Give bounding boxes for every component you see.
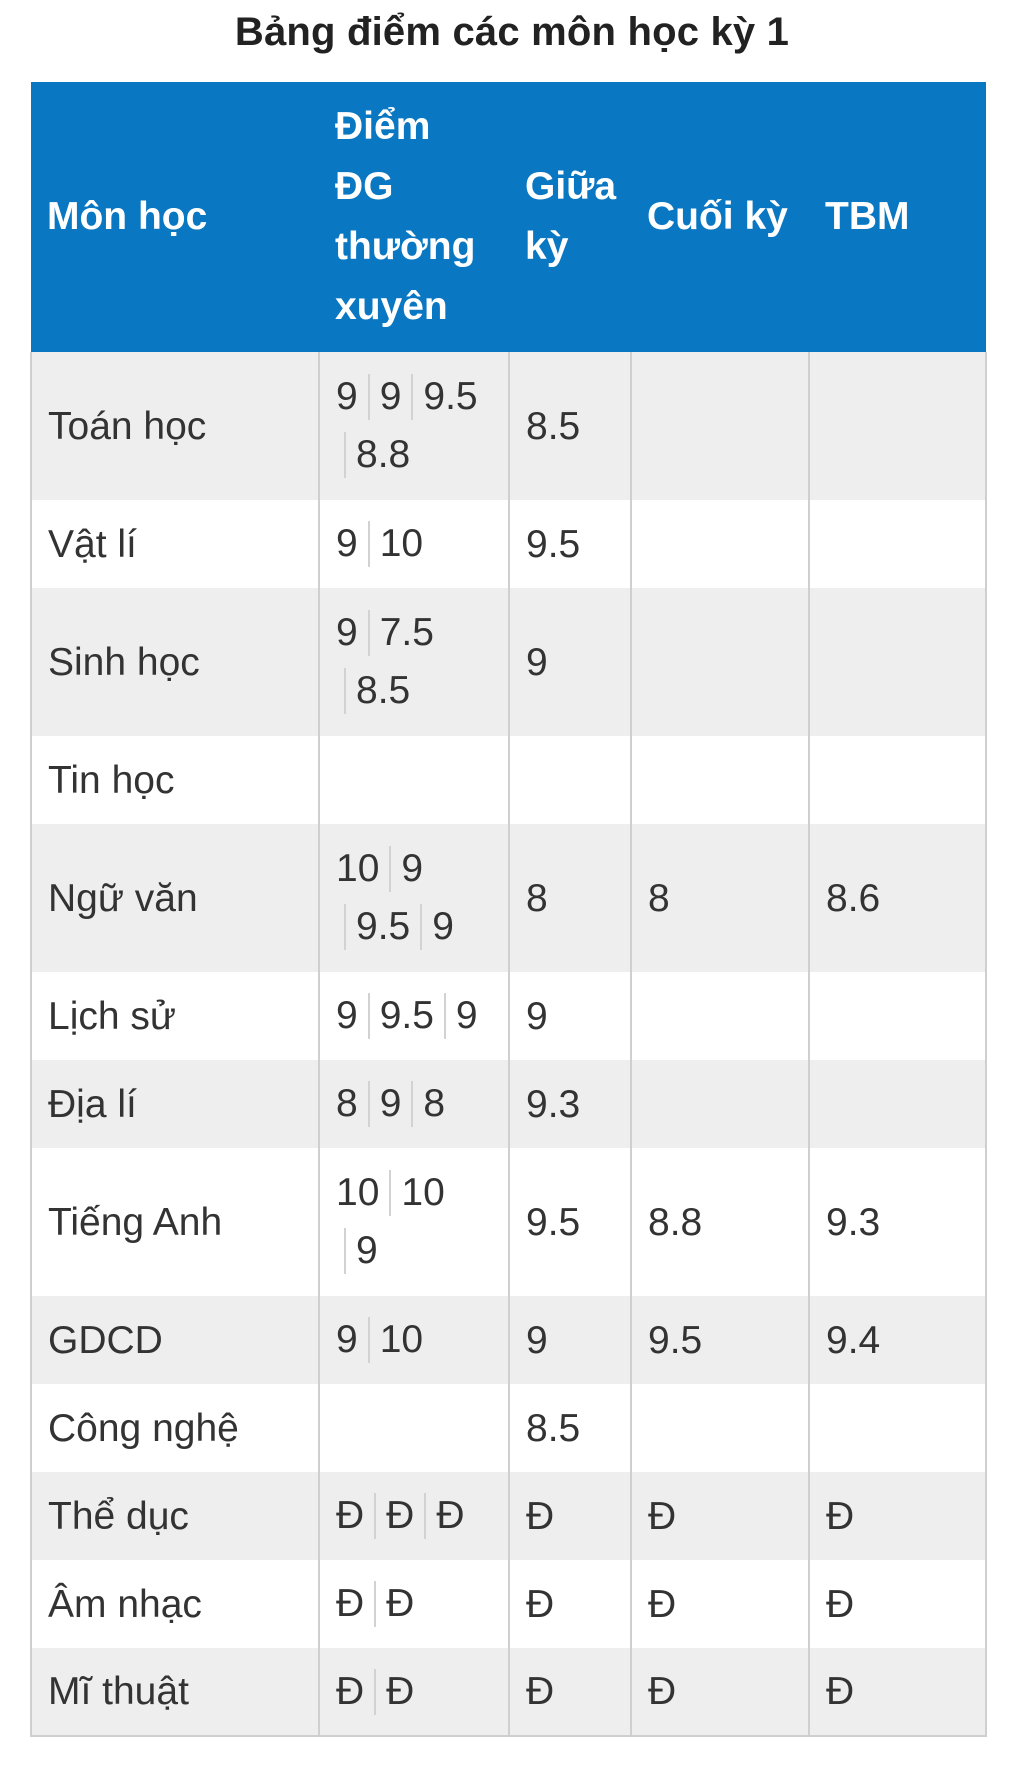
regular-scores-list bbox=[336, 987, 492, 1045]
final-score-cell: Đ bbox=[631, 1648, 809, 1736]
midterm-score-cell: 9 bbox=[509, 972, 631, 1060]
header-average: TBM bbox=[825, 195, 910, 238]
midterm-score-cell: 9.5 bbox=[509, 1148, 631, 1296]
subject-cell: Sinh học bbox=[31, 588, 319, 736]
subject-cell: Công nghệ bbox=[31, 1384, 319, 1472]
subject-cell: GDCD bbox=[31, 1296, 319, 1384]
subject-cell: Ngữ văn bbox=[31, 824, 319, 972]
final-score-cell bbox=[631, 352, 809, 500]
final-score-cell: 8.8 bbox=[631, 1148, 809, 1296]
subject-cell: Âm nhạc bbox=[31, 1560, 319, 1648]
final-score-cell bbox=[631, 1060, 809, 1148]
header-regular-line: Điểm bbox=[335, 105, 431, 148]
final-score-cell: Đ bbox=[631, 1560, 809, 1648]
table-row bbox=[31, 972, 986, 1060]
regular-score: Đ bbox=[336, 1669, 365, 1713]
regular-score: 9 bbox=[336, 1318, 358, 1361]
midterm-score-cell: 8 bbox=[509, 824, 631, 972]
regular-score: Đ bbox=[374, 1493, 424, 1539]
subject-cell: Mĩ thuật bbox=[31, 1648, 319, 1736]
regular-score: 10 bbox=[336, 1171, 380, 1214]
average-score-cell: Đ bbox=[809, 1560, 986, 1648]
table-row bbox=[31, 1060, 986, 1148]
regular-score: 9.5 bbox=[344, 904, 420, 950]
header-midterm bbox=[509, 82, 631, 352]
regular-score: 10 bbox=[368, 1317, 433, 1363]
header-row bbox=[31, 82, 986, 352]
regular-scores-cell bbox=[319, 972, 509, 1060]
regular-score: 9 bbox=[389, 846, 433, 892]
regular-score: 10 bbox=[336, 847, 380, 890]
average-score-cell: 9.3 bbox=[809, 1148, 986, 1296]
regular-scores-cell bbox=[319, 1472, 509, 1560]
final-score-cell bbox=[631, 500, 809, 588]
final-score-cell: Đ bbox=[631, 1472, 809, 1560]
midterm-score-cell: Đ bbox=[509, 1472, 631, 1560]
midterm-score-cell: 8.5 bbox=[509, 352, 631, 500]
subject-cell: Toán học bbox=[31, 352, 319, 500]
grade-table bbox=[30, 82, 987, 1737]
final-score-cell bbox=[631, 1384, 809, 1472]
average-score-cell bbox=[809, 352, 986, 500]
regular-score: 8 bbox=[336, 1082, 358, 1125]
regular-score: 7.5 bbox=[368, 610, 444, 656]
regular-scores-list bbox=[336, 840, 492, 956]
midterm-score-cell: 8.5 bbox=[509, 1384, 631, 1472]
subject-cell: Vật lí bbox=[31, 500, 319, 588]
page-title: Bảng điểm các môn học kỳ 1 bbox=[234, 10, 790, 54]
regular-scores-list bbox=[336, 368, 492, 484]
table-row bbox=[31, 1296, 986, 1384]
header-regular-line: xuyên bbox=[335, 285, 448, 328]
average-score-cell: 8.6 bbox=[809, 824, 986, 972]
regular-score: 10 bbox=[368, 521, 433, 567]
header-midterm-line: Giữa bbox=[525, 165, 617, 208]
regular-score: 9 bbox=[336, 611, 358, 654]
midterm-score-cell: 9.3 bbox=[509, 1060, 631, 1148]
grade-table-container bbox=[30, 82, 985, 1737]
regular-score: 9 bbox=[420, 904, 464, 950]
regular-scores-cell bbox=[319, 824, 509, 972]
regular-scores-cell bbox=[319, 1296, 509, 1384]
regular-score: 9 bbox=[368, 374, 412, 420]
regular-score: 9 bbox=[444, 993, 488, 1039]
regular-scores-cell bbox=[319, 500, 509, 588]
final-score-cell: 8 bbox=[631, 824, 809, 972]
midterm-score-cell: 9 bbox=[509, 588, 631, 736]
regular-scores-list bbox=[336, 515, 492, 573]
regular-scores-cell bbox=[319, 736, 509, 824]
table-header bbox=[31, 82, 986, 352]
subject-cell: Thể dục bbox=[31, 1472, 319, 1560]
regular-scores-cell bbox=[319, 1648, 509, 1736]
regular-scores-list bbox=[336, 604, 492, 720]
regular-score: 10 bbox=[389, 1170, 454, 1216]
table-row bbox=[31, 1384, 986, 1472]
regular-scores-cell bbox=[319, 588, 509, 736]
midterm-score-cell bbox=[509, 736, 631, 824]
header-regular-line: thường bbox=[335, 225, 476, 268]
final-score-cell bbox=[631, 972, 809, 1060]
table-row bbox=[31, 736, 986, 824]
average-score-cell: Đ bbox=[809, 1648, 986, 1736]
average-score-cell bbox=[809, 1060, 986, 1148]
table-row bbox=[31, 1648, 986, 1736]
regular-scores-cell bbox=[319, 1148, 509, 1296]
regular-scores-list bbox=[336, 1075, 492, 1133]
table-row bbox=[31, 1472, 986, 1560]
regular-score: 8.5 bbox=[344, 668, 420, 714]
midterm-score-cell: Đ bbox=[509, 1560, 631, 1648]
average-score-cell bbox=[809, 588, 986, 736]
final-score-cell: 9.5 bbox=[631, 1296, 809, 1384]
average-score-cell bbox=[809, 736, 986, 824]
final-score-cell bbox=[631, 588, 809, 736]
regular-score: 9 bbox=[344, 1228, 388, 1274]
regular-score: 8 bbox=[411, 1081, 455, 1127]
regular-score: 9 bbox=[368, 1081, 412, 1127]
regular-score: Đ bbox=[374, 1669, 424, 1715]
regular-scores-cell bbox=[319, 1384, 509, 1472]
header-regular-line: ĐG bbox=[335, 165, 394, 208]
table-row bbox=[31, 352, 986, 500]
table-row bbox=[31, 588, 986, 736]
table-body bbox=[31, 352, 986, 1736]
regular-score: 9.5 bbox=[368, 993, 444, 1039]
regular-score: 8.8 bbox=[344, 432, 420, 478]
header-midterm-line: kỳ bbox=[525, 225, 569, 268]
average-score-cell bbox=[809, 500, 986, 588]
regular-score: 9 bbox=[336, 375, 358, 418]
midterm-score-cell: 9 bbox=[509, 1296, 631, 1384]
average-score-cell bbox=[809, 972, 986, 1060]
regular-scores-list bbox=[336, 1663, 492, 1721]
table-row bbox=[31, 824, 986, 972]
regular-score: Đ bbox=[424, 1493, 474, 1539]
average-score-cell: Đ bbox=[809, 1472, 986, 1560]
midterm-score-cell: Đ bbox=[509, 1648, 631, 1736]
final-score-cell bbox=[631, 736, 809, 824]
table-row bbox=[31, 500, 986, 588]
subject-cell: Tiếng Anh bbox=[31, 1148, 319, 1296]
regular-score: 9 bbox=[336, 994, 358, 1037]
header-regular-assessment bbox=[319, 82, 509, 352]
regular-scores-list bbox=[336, 1575, 492, 1633]
average-score-cell: 9.4 bbox=[809, 1296, 986, 1384]
subject-cell: Địa lí bbox=[31, 1060, 319, 1148]
regular-scores-list bbox=[336, 1487, 492, 1545]
regular-scores-cell bbox=[319, 352, 509, 500]
regular-score: Đ bbox=[336, 1494, 365, 1537]
subject-cell: Tin học bbox=[31, 736, 319, 824]
midterm-score-cell: 9.5 bbox=[509, 500, 631, 588]
regular-scores-cell bbox=[319, 1060, 509, 1148]
table-row bbox=[31, 1560, 986, 1648]
regular-score: 9.5 bbox=[411, 374, 487, 420]
regular-scores-cell bbox=[319, 1560, 509, 1648]
regular-score: Đ bbox=[336, 1582, 365, 1625]
regular-scores-list bbox=[336, 1311, 492, 1369]
header-subject: Môn học bbox=[47, 195, 208, 238]
regular-scores-list bbox=[336, 1164, 492, 1280]
regular-score: 9 bbox=[336, 522, 358, 565]
regular-score: Đ bbox=[374, 1581, 424, 1627]
header-final: Cuối kỳ bbox=[647, 195, 788, 238]
subject-cell: Lịch sử bbox=[31, 972, 319, 1060]
table-row bbox=[31, 1148, 986, 1296]
average-score-cell bbox=[809, 1384, 986, 1472]
